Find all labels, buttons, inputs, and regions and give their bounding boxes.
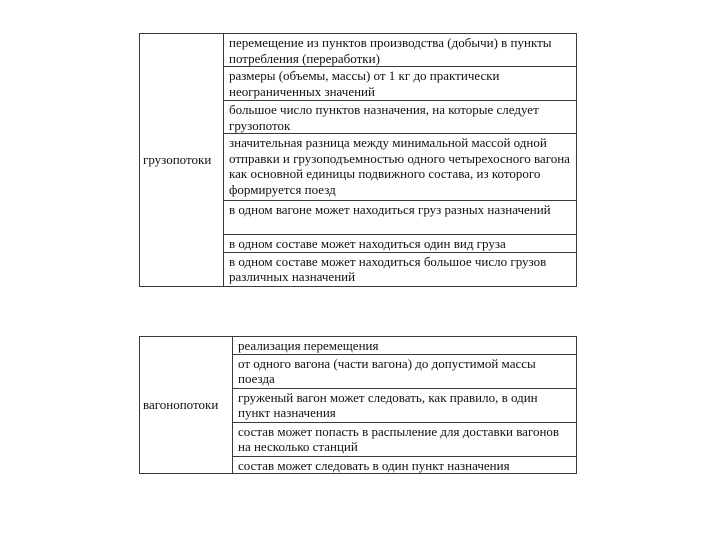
table-cell: в одном вагоне может находиться груз разных назначений	[224, 201, 577, 235]
table-row	[140, 337, 577, 355]
wagon-flows-table	[139, 336, 577, 474]
term-cargo-flows: грузопотоки	[140, 34, 224, 287]
table-cell: перемещение из пунктов производства (добычи) в пункты потребления (переработки)	[224, 34, 577, 67]
table-cell: от одного вагона (части вагона) до допустимой массы поезда	[233, 354, 577, 388]
table-cell: в одном составе может находиться большое число грузов различных назначений	[224, 252, 577, 286]
table-cell: размеры (объемы, массы) от 1 кг до практически неограниченных значений	[224, 67, 577, 101]
table-cell: значительная разница между минимальной массой одной отправки и грузоподъемностью одного четырехосного вагона как основной единицы подвижного состава, из которого формируется поезд	[224, 134, 577, 201]
table-cell: в одном составе может находиться один вид груза	[224, 235, 577, 253]
table-cell: большое число пунктов назначения, на которые следует грузопоток	[224, 101, 577, 134]
table-cell: состав может попасть в распыление для доставки вагонов на несколько станций	[233, 422, 577, 456]
term-wagon-flows: вагонопотоки	[140, 337, 233, 474]
table-cell: реализация перемещения	[233, 337, 577, 355]
table-cell: груженый вагон может следовать, как правило, в один пункт назначения	[233, 388, 577, 422]
table-cell: состав может следовать в один пункт назначения	[233, 456, 577, 474]
cargo-flows-table	[139, 33, 577, 287]
table-row	[140, 34, 577, 67]
